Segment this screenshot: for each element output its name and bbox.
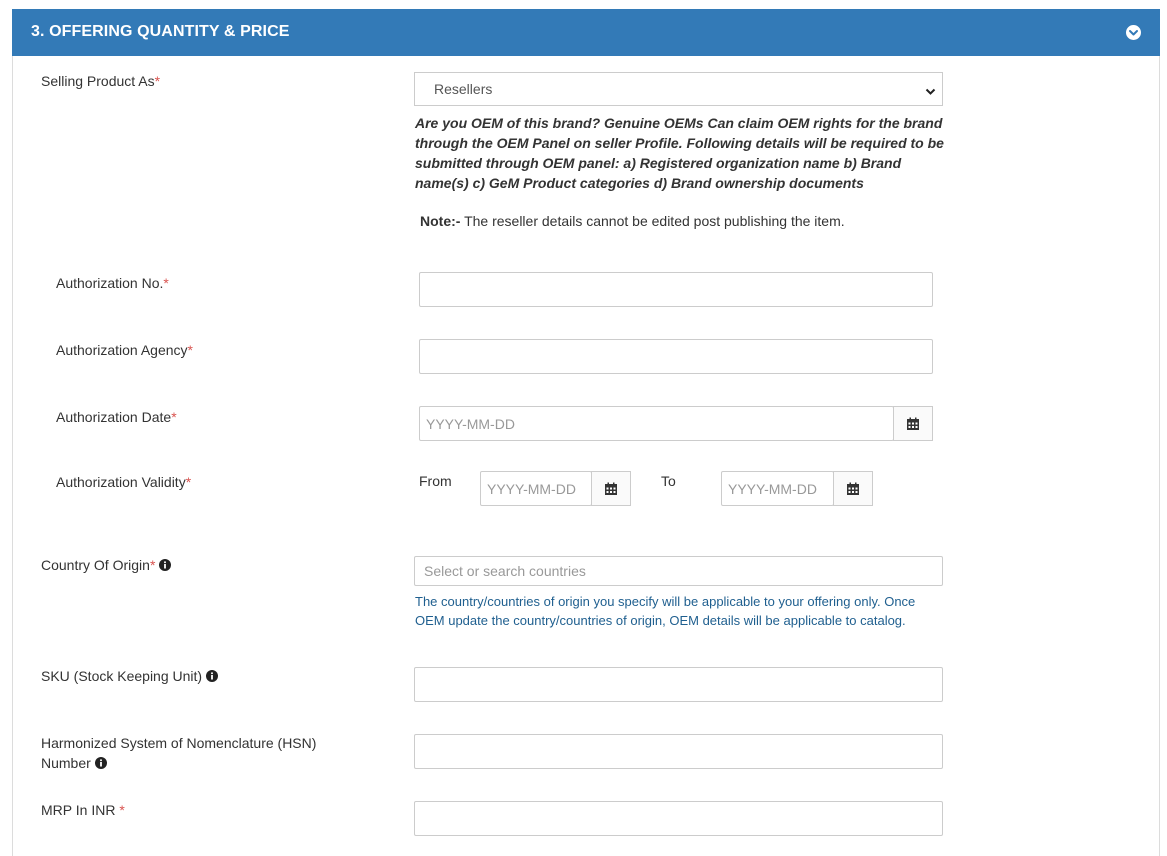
required-mark: *: [187, 342, 193, 358]
required-mark: *: [149, 557, 156, 573]
note-label: Note:-: [420, 213, 461, 229]
mrp-label: [41, 802, 125, 818]
selling-product-as-select[interactable]: [414, 72, 943, 106]
note-text: The reseller details cannot be edited post publishing the item.: [460, 213, 845, 229]
authorization-no-label: [56, 275, 169, 291]
required-mark: *: [171, 409, 177, 425]
hsn-input[interactable]: [414, 734, 943, 769]
authorization-agency-label: [56, 342, 193, 358]
validity-from-label: From: [419, 473, 452, 489]
country-of-origin-label: [41, 557, 171, 574]
label-text: Number: [41, 755, 91, 771]
required-mark: *: [185, 474, 192, 490]
label-text: Authorization Agency: [56, 342, 188, 358]
hsn-label-line1: Harmonized System of Nomenclature (HSN): [41, 735, 317, 751]
label-text: Authorization No.: [56, 275, 164, 291]
section-header[interactable]: [12, 9, 1160, 56]
calendar-icon: [847, 482, 860, 495]
authorization-date-picker-button[interactable]: [893, 406, 933, 441]
calendar-icon: [605, 482, 618, 495]
mrp-input[interactable]: [414, 801, 943, 836]
label-text: Authorization Date: [56, 409, 172, 425]
hsn-label-line2: [41, 755, 107, 772]
required-mark: *: [154, 73, 161, 89]
label-text: Country Of Origin: [41, 557, 150, 573]
reseller-note: [420, 213, 845, 229]
authorization-agency-input[interactable]: [419, 339, 933, 374]
chevron-down-icon: [925, 84, 936, 102]
validity-to-label: To: [661, 473, 676, 489]
label-text: SKU (Stock Keeping Unit): [41, 668, 203, 684]
info-icon[interactable]: [206, 669, 218, 685]
label-text: Selling Product As: [41, 73, 155, 89]
validity-from-input[interactable]: [480, 471, 592, 506]
required-mark: *: [119, 802, 125, 818]
required-mark: *: [163, 275, 169, 291]
info-icon[interactable]: [159, 558, 171, 574]
selected-value: Resellers: [434, 81, 493, 97]
info-icon[interactable]: [95, 756, 107, 772]
sku-input[interactable]: [414, 667, 943, 702]
validity-to-input[interactable]: [721, 471, 834, 506]
authorization-no-input[interactable]: [419, 272, 933, 307]
authorization-date-label: [56, 409, 177, 425]
selling-product-as-label: [41, 73, 160, 89]
validity-to-picker-button[interactable]: [833, 471, 873, 506]
country-of-origin-help-text: The country/countries of origin you specify will be applicable to your offering only. Once OEM update the country/countries of origin, OEM details will be applicable to catalog.: [415, 594, 916, 628]
authorization-validity-label: [56, 474, 191, 490]
section-title: 3. OFFERING QUANTITY & PRICE: [31, 23, 290, 40]
oem-info-note: Are you OEM of this brand? Genuine OEMs Can claim OEM rights for the brand through the OEM Panel on seller Profile. Following details will be required to be submitted through OEM panel: a) Registered organization name b) Brand name(s) c) GeM Product categories d) Brand ownership documents: [415, 115, 944, 191]
label-text: MRP In INR: [41, 802, 120, 818]
validity-from-picker-button[interactable]: [591, 471, 631, 506]
authorization-date-input[interactable]: [419, 406, 894, 441]
country-of-origin-search-input[interactable]: [414, 556, 943, 586]
chevron-circle-down-icon[interactable]: [1126, 25, 1141, 40]
label-text: Authorization Validity: [56, 474, 186, 490]
calendar-icon: [907, 417, 920, 430]
sku-label: [41, 668, 218, 685]
